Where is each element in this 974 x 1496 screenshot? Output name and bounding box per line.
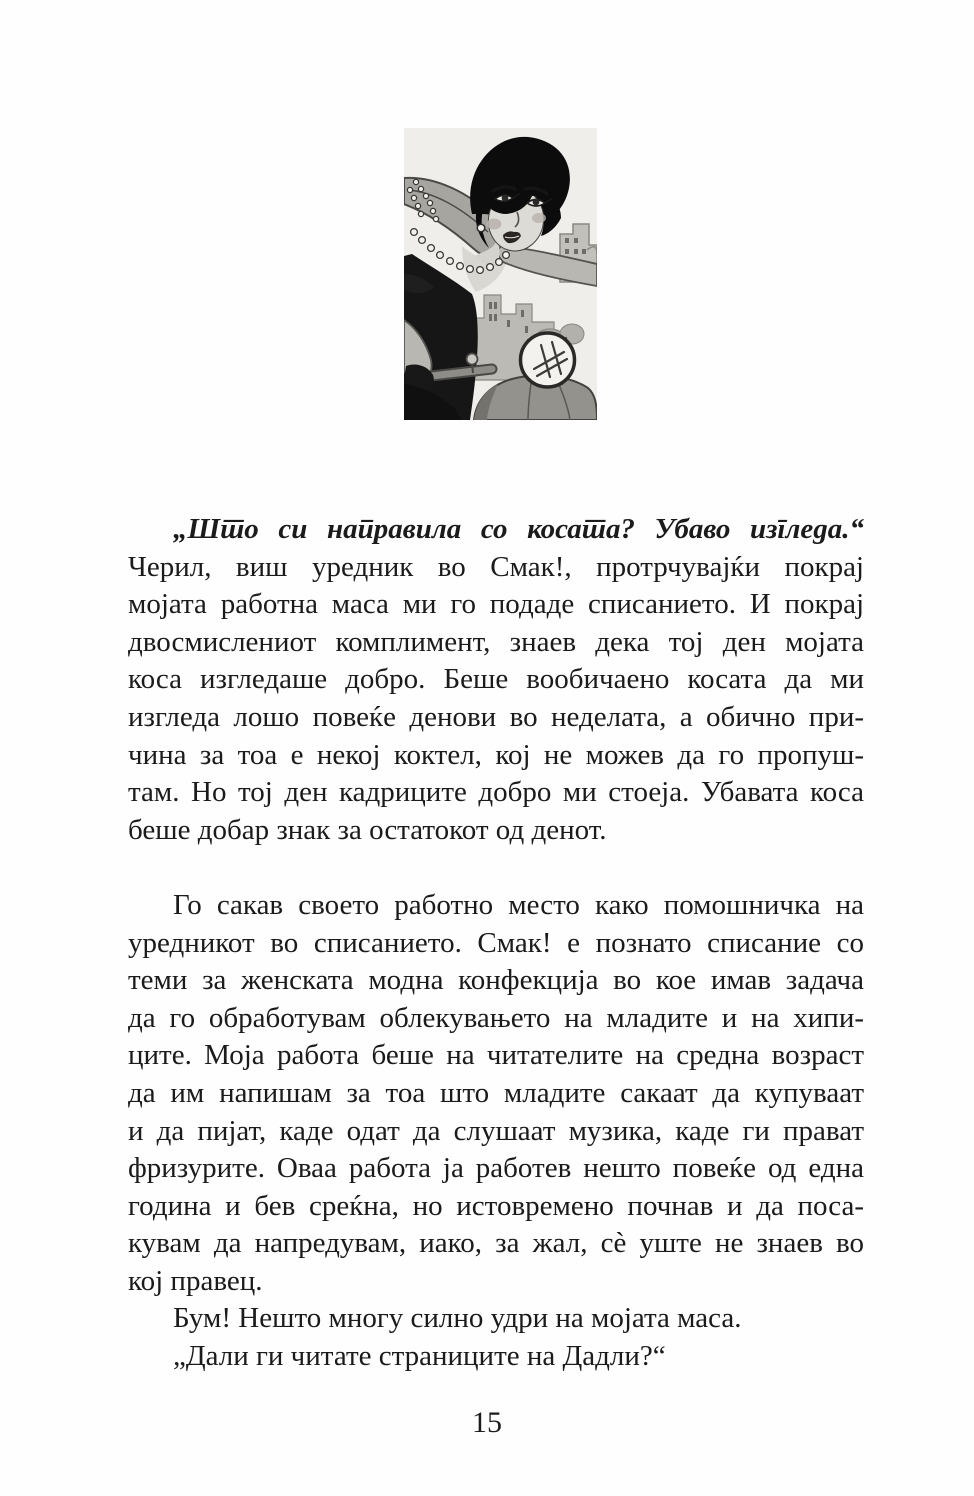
text-line: изгледа лошо повеќе денови во неделата, а обично при- [128,700,864,733]
chapter-opening-quote: „Што си направила со косата? Убаво изгледа.“ [173,513,864,545]
text-line: „Дали ги читате страниците на Дадли?“ [173,1340,666,1373]
text-line: двосмислениот комплимент, знаев дека тој ден мојата [128,625,864,658]
text-line: година и бев среќна, но истовремено почнав и да поса- [128,1189,864,1222]
text-line: да им напишам за тоа што младите сакаат да купуваат [128,1076,864,1109]
mirror-knob-icon [467,354,478,365]
text-line: Бум! Нешто многу силно удри на мојата маса. [173,1302,742,1335]
text-line: фризурите. Оваа работа ја работев нешто повеќе од една [128,1152,864,1185]
text-line: да го обработувам облекувањето на младите и на хипи- [128,1001,864,1034]
text-line: кој правец. [128,1264,263,1297]
woman-on-scooter-illustration [404,128,597,420]
text-line: там. Но тој ден кадриците добро ми стоеја. Убавата коса [128,776,864,809]
text-line: Черил, виш уредник во Смак!, протрчувајќи покрај [128,550,864,583]
blush-left [487,219,502,230]
text-line: уредникот во списанието. Смак! е познато списание со [128,926,864,959]
body-text [128,511,864,1376]
text-line: ците. Моја работа беше на читателите на средна возраст [128,1039,864,1072]
text-line: и да пијат, каде одат да слушаат музика, каде ги прават [128,1114,864,1147]
text-line: чина за тоа е некој коктел, кој не можев да го пропуш- [128,738,864,771]
text-line: беше добар знак за остатокот од денот. [128,813,607,846]
text-line: Го сакав своето работно место како помошничка на [173,888,864,921]
earring-icon [477,224,485,232]
text-line: коса изгледаше добро. Беше вообичаено косата да ми [128,663,864,696]
woman-on-scooter-illustration-svg [404,128,597,420]
text-line: мојата работна маса ми го подаде списанието. И покрај [128,588,864,621]
text-line: теми за женската модна конфекција во кое имав задача [128,964,864,997]
blush-right [532,213,546,223]
text-line: кувам да напредувам, иако, за жал, сѐ уште не знаев во [128,1227,864,1260]
page-number: 15 [472,1406,502,1439]
